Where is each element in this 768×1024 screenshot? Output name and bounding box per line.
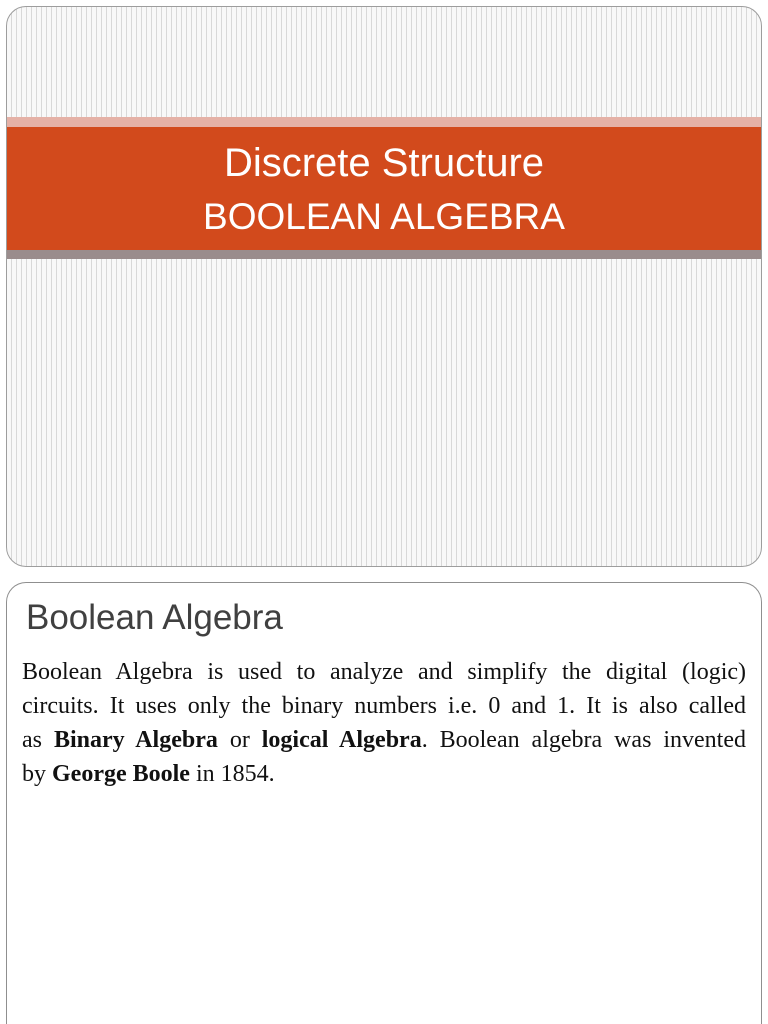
content-slide (6, 582, 762, 1024)
body-line (22, 757, 746, 791)
term-binary-algebra: Binary Algebra (53, 727, 218, 753)
title-band (6, 127, 762, 250)
body-text-segment: in 1854. (189, 761, 275, 787)
title-band-highlight (6, 117, 762, 127)
slide-title-course: Discrete Structure (223, 141, 545, 185)
slide-body-text (22, 655, 746, 791)
title-slide (6, 6, 762, 567)
body-text-segment: . Boolean algebra was invented (421, 727, 746, 753)
term-george-boole: George Boole (52, 761, 190, 787)
body-text-segment: Boolean Algebra is used to analyze and simplify the digital (logic) (22, 659, 746, 685)
body-text-segment: by (22, 761, 52, 787)
body-text-segment: as (22, 727, 54, 753)
slide-heading: Boolean Algebra (26, 598, 283, 637)
slide-title-topic: BOOLEAN ALGEBRA (203, 196, 565, 237)
title-band-shadow (6, 250, 762, 259)
body-line (22, 689, 746, 723)
body-text-segment: or (217, 727, 262, 753)
body-line (22, 655, 746, 689)
term-logical-algebra: logical Algebra (261, 727, 422, 753)
body-line (22, 723, 746, 757)
body-text-segment: circuits. It uses only the binary numbers i.e. 0 and 1. It is also called (22, 693, 746, 719)
